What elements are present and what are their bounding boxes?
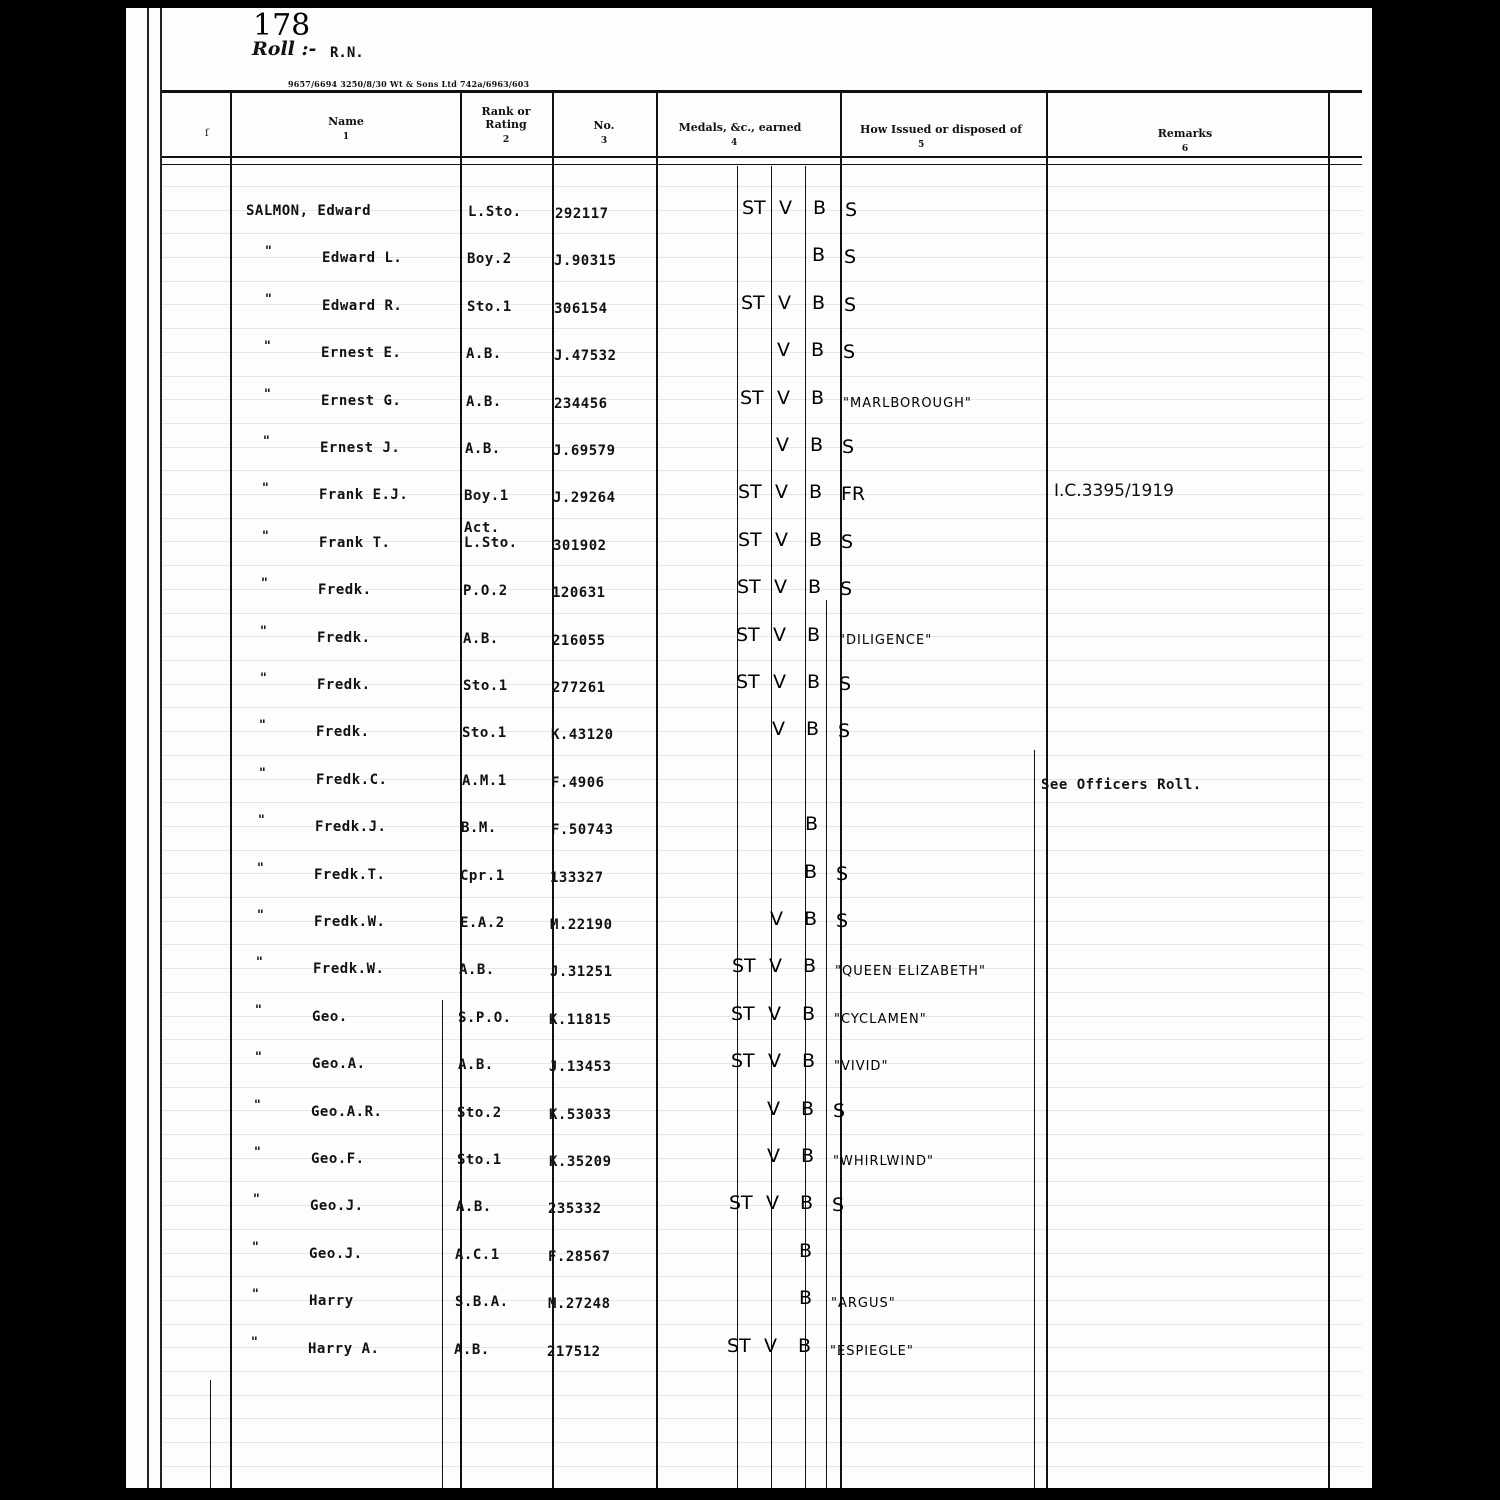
ruling-line: [162, 1181, 1362, 1182]
entry-service-number: K.35209: [549, 1154, 612, 1170]
medal-subdivider-1: [737, 166, 738, 1488]
entry-name: Geo.J.: [309, 1246, 363, 1262]
medal-british-war: B: [799, 1240, 813, 1262]
issued-disposition: "ARGUS": [831, 1296, 896, 1311]
medal-victory: V: [773, 671, 786, 693]
printer-imprint: 9657/6694 3250/8/30 Wt & Sons Ltd 742a/6963/603: [288, 79, 530, 89]
column-divider-medals: [656, 90, 658, 1488]
entry-name: Fredk.J.: [315, 819, 387, 835]
medal-star: ST: [737, 576, 761, 598]
issued-disposition: S: [836, 910, 849, 932]
issued-disposition: S: [833, 1100, 846, 1122]
medal-british-war: B: [811, 339, 825, 361]
issued-disposition: "CYCLAMEN": [834, 1012, 927, 1027]
entry-rank: B.M.: [461, 820, 497, 836]
medal-victory: V: [778, 292, 791, 314]
entry-service-number: K.43120: [551, 727, 614, 743]
column-divider-issued: [840, 90, 842, 1488]
entry-rank: E.A.2: [460, 915, 505, 931]
entry-name: Frank T.: [319, 535, 391, 551]
medal-british-war: B: [800, 1192, 814, 1214]
entry-rank: A.B.: [456, 1199, 492, 1215]
entry-service-number: 216055: [552, 633, 606, 649]
header-issued: How Issued or disposed of 5: [860, 123, 1022, 150]
ruling-line: [162, 613, 1362, 614]
medal-british-war: B: [806, 718, 820, 740]
medal-british-war: B: [803, 955, 817, 977]
issued-disposition: FR: [841, 483, 866, 505]
entry-rank: Act. L.Sto.: [464, 520, 518, 551]
entry-rank: A.B.: [459, 962, 495, 978]
table-top-rule: [162, 90, 1362, 93]
remarks-text: See Officers Roll.: [1041, 777, 1202, 793]
entry-rank: Sto.1: [463, 678, 508, 694]
entry-rank: Boy.2: [467, 251, 512, 267]
entry-name: Edward L.: [322, 250, 403, 266]
medal-victory: V: [767, 1098, 780, 1120]
entry-name: Fredk.W.: [314, 914, 386, 930]
medal-british-war: B: [807, 671, 821, 693]
issued-disposition: S: [839, 673, 852, 695]
medal-star: ST: [741, 292, 765, 314]
medal-british-war: B: [810, 434, 824, 456]
entry-rank: A.M.1: [462, 773, 507, 789]
column-divider-right: [1328, 90, 1330, 1488]
entry-rank: A.B.: [465, 441, 501, 457]
medal-british-war: B: [798, 1335, 812, 1357]
medal-victory: V: [775, 481, 788, 503]
column-divider-remarks-lower: [1034, 750, 1035, 1488]
issued-disposition: "VIVID": [834, 1059, 889, 1074]
issued-disposition: S: [836, 863, 849, 885]
binding-edge-line: [147, 8, 149, 1488]
medal-star: ST: [736, 624, 760, 646]
medal-victory: V: [777, 339, 790, 361]
ruling-line: [162, 328, 1362, 329]
entry-rank: A.B.: [463, 631, 499, 647]
ditto-mark: ": [258, 813, 265, 828]
header-remarks: Remarks 6: [1157, 127, 1213, 154]
ditto-mark: ": [259, 766, 266, 781]
entry-rank: A.B.: [466, 394, 502, 410]
entry-service-number: M.27248: [548, 1296, 611, 1312]
ditto-mark: ": [252, 1287, 259, 1302]
ditto-mark: ": [261, 576, 268, 591]
scan-border-bottom: [126, 1488, 1375, 1500]
medal-star: ST: [731, 1003, 755, 1025]
ruling-line: [162, 470, 1362, 471]
medal-star: ST: [729, 1192, 753, 1214]
header-name: Name 1: [328, 115, 364, 142]
margin-edge-line: [160, 8, 162, 1488]
ledger-page: [126, 8, 1372, 1488]
entry-rank: A.B.: [466, 346, 502, 362]
entry-service-number: 292117: [555, 206, 609, 222]
medal-british-war: B: [804, 908, 818, 930]
ruling-line: [162, 850, 1362, 851]
issued-disposition: S: [840, 578, 853, 600]
entry-name: Fredk.: [317, 677, 371, 693]
entry-service-number: J.13453: [549, 1059, 612, 1075]
ditto-mark: ": [253, 1192, 260, 1207]
entry-name: Geo.: [312, 1009, 348, 1025]
medal-victory: V: [772, 718, 785, 740]
entry-name: Geo.F.: [311, 1151, 365, 1167]
ditto-mark: ": [251, 1335, 258, 1350]
ditto-mark: ": [263, 434, 270, 449]
page-number: 178: [253, 8, 311, 43]
medal-victory: V: [779, 197, 792, 219]
ruling-line: [162, 1276, 1362, 1277]
issued-disposition: "MARLBOROUGH": [843, 396, 972, 411]
issued-disposition: S: [844, 246, 857, 268]
medal-star: ST: [740, 387, 764, 409]
medal-british-war: B: [809, 529, 823, 551]
ruling-line: [162, 707, 1362, 708]
medal-victory: V: [774, 576, 787, 598]
medal-victory: V: [767, 1145, 780, 1167]
medal-victory: V: [769, 955, 782, 977]
ruling-line: [162, 1466, 1362, 1467]
ditto-mark: ": [255, 1050, 262, 1065]
medal-victory: V: [773, 624, 786, 646]
medal-british-war: B: [799, 1287, 813, 1309]
header-rank: Rank or Rating 2: [481, 105, 531, 145]
medal-british-war: B: [808, 576, 822, 598]
ditto-mark: ": [265, 292, 272, 307]
entry-service-number: F.50743: [551, 822, 614, 838]
ditto-mark: ": [264, 387, 271, 402]
issued-disposition: S: [843, 341, 856, 363]
medal-british-war: B: [805, 813, 819, 835]
column-divider-issued-lower: [826, 600, 827, 1488]
entry-rank: Cpr.1: [460, 868, 505, 884]
medal-star: ST: [742, 197, 766, 219]
ruling-line: [162, 1134, 1362, 1135]
entry-name: Fredk.: [316, 724, 370, 740]
entry-service-number: 120631: [552, 585, 606, 601]
entry-name: Fredk.: [317, 630, 371, 646]
medal-victory: V: [770, 908, 783, 930]
issued-disposition: "DILIGENCE": [839, 633, 933, 648]
ditto-mark: ": [265, 244, 272, 259]
entry-name: Fredk.C.: [316, 772, 388, 788]
entry-service-number: 234456: [554, 396, 608, 412]
entry-service-number: 306154: [554, 301, 608, 317]
ditto-mark: ": [254, 1145, 261, 1160]
scan-border-left: [0, 0, 126, 1500]
issued-disposition: S: [832, 1194, 845, 1216]
ditto-mark: ": [262, 529, 269, 544]
entry-rank: Sto.2: [457, 1105, 502, 1121]
scan-border-right: [1372, 0, 1500, 1500]
medal-british-war: B: [812, 244, 826, 266]
entry-service-number: J.69579: [553, 443, 616, 459]
entry-service-number: J.90315: [554, 253, 617, 269]
entry-name: Fredk.T.: [314, 867, 386, 883]
medal-star: ST: [727, 1335, 751, 1357]
ruling-line: [162, 1371, 1362, 1372]
entry-rank: L.Sto.: [468, 204, 522, 220]
medal-british-war: B: [801, 1098, 815, 1120]
entry-service-number: 277261: [552, 680, 606, 696]
medal-subdivider-2: [771, 166, 772, 1488]
issued-disposition: "WHIRLWIND": [833, 1154, 934, 1169]
entry-name: Frank E.J.: [319, 487, 409, 503]
entry-service-number: K.53033: [549, 1107, 612, 1123]
entry-name: Fredk.: [318, 582, 372, 598]
ruling-line: [162, 1442, 1362, 1443]
entry-name: Geo.A.R.: [311, 1104, 383, 1120]
medal-british-war: B: [812, 292, 826, 314]
medal-victory: V: [768, 1050, 781, 1072]
ditto-mark: ": [260, 671, 267, 686]
ruling-line: [162, 1039, 1362, 1040]
medal-star: ST: [738, 481, 762, 503]
issued-disposition: S: [845, 199, 858, 221]
entry-service-number: J.47532: [554, 348, 617, 364]
ditto-mark: ": [260, 624, 267, 639]
remarks-text: I.C.3395/1919: [1054, 481, 1174, 501]
entry-service-number: J.29264: [553, 490, 616, 506]
column-divider-margin: [210, 1380, 211, 1488]
medal-victory: V: [777, 387, 790, 409]
medal-star: ST: [738, 529, 762, 551]
medal-star: ST: [731, 1050, 755, 1072]
medal-british-war: B: [811, 387, 825, 409]
issued-disposition: "ESPIEGLE": [830, 1344, 914, 1359]
ruling-line: [162, 992, 1362, 993]
medal-british-war: B: [804, 861, 818, 883]
entry-name: Ernest G.: [321, 393, 402, 409]
ditto-mark: ": [257, 861, 264, 876]
ruling-line: [162, 1324, 1362, 1325]
ditto-mark: ": [254, 1098, 261, 1113]
ruling-line: [162, 186, 1362, 187]
ruling-line: [162, 755, 1362, 756]
ruling-line: [162, 1418, 1362, 1419]
medal-victory: V: [775, 529, 788, 551]
entry-name: Fredk.W.: [313, 961, 385, 977]
medal-star: ST: [732, 955, 756, 977]
medal-british-war: B: [802, 1050, 816, 1072]
ruling-line: [162, 1395, 1362, 1396]
entry-service-number: 133327: [550, 870, 604, 886]
entry-rank: Sto.1: [457, 1152, 502, 1168]
ruling-line: [162, 518, 1362, 519]
ditto-mark: ": [257, 908, 264, 923]
entry-service-number: 217512: [547, 1344, 601, 1360]
entry-name: Harry: [309, 1293, 354, 1309]
ditto-mark: ": [264, 339, 271, 354]
entry-service-number: J.31251: [550, 964, 613, 980]
entry-service-number: 235332: [548, 1201, 602, 1217]
ruling-line: [162, 423, 1362, 424]
entry-name: Ernest E.: [321, 345, 402, 361]
medal-british-war: B: [802, 1003, 816, 1025]
entry-name: Geo.J.: [310, 1198, 364, 1214]
entry-name: Ernest J.: [320, 440, 401, 456]
ruling-line: [162, 281, 1362, 282]
medal-british-war: B: [809, 481, 823, 503]
ruling-line: [162, 376, 1362, 377]
entry-rank: Sto.1: [462, 725, 507, 741]
medal-british-war: B: [807, 624, 821, 646]
medal-victory: V: [776, 434, 789, 456]
scan-border-top: [126, 0, 1375, 8]
ruling-line: [162, 802, 1362, 803]
ditto-mark: ": [262, 481, 269, 496]
entry-service-number: F.4906: [551, 775, 605, 791]
ruling-line: [162, 565, 1362, 566]
entry-rank: Boy.1: [464, 488, 509, 504]
entry-rank: P.O.2: [463, 583, 508, 599]
medal-victory: V: [766, 1192, 779, 1214]
ruling-line: [162, 660, 1362, 661]
entry-name: Geo.A.: [312, 1056, 366, 1072]
entry-service-number: M.22190: [550, 917, 613, 933]
ruling-line: [162, 233, 1362, 234]
entry-name: SALMON, Edward: [246, 203, 372, 219]
ruling-line: [162, 1229, 1362, 1230]
medal-british-war: B: [801, 1145, 815, 1167]
ditto-mark: ": [256, 955, 263, 970]
ruling-line: [162, 944, 1362, 945]
ruling-line: [162, 897, 1362, 898]
issued-disposition: "QUEEN ELIZABETH": [835, 964, 986, 979]
medal-star: ST: [736, 671, 760, 693]
entry-service-number: F.28567: [548, 1249, 611, 1265]
ditto-mark: ": [259, 718, 266, 733]
ditto-mark: ": [255, 1003, 262, 1018]
ditto-mark: ": [252, 1240, 259, 1255]
entry-rank: A.B.: [458, 1057, 494, 1073]
entry-service-number: 301902: [553, 538, 607, 554]
column-divider-rank-lower: [442, 1000, 443, 1488]
medal-british-war: B: [813, 197, 827, 219]
entry-rank: A.B.: [454, 1342, 490, 1358]
medal-victory: V: [768, 1003, 781, 1025]
medal-victory: V: [764, 1335, 777, 1357]
roll-value: R.N.: [330, 45, 364, 61]
entry-name: Harry A.: [308, 1341, 380, 1357]
issued-disposition: S: [844, 294, 857, 316]
header-medals: Medals, &c., earned 4: [678, 121, 802, 148]
entry-service-number: K.11815: [549, 1012, 612, 1028]
margin-tick: ſ: [205, 128, 209, 139]
column-divider-rank: [460, 90, 462, 1488]
issued-disposition: S: [838, 720, 851, 742]
ruling-line: [162, 1087, 1362, 1088]
issued-disposition: S: [842, 436, 855, 458]
entry-rank: A.C.1: [455, 1247, 500, 1263]
issued-disposition: S: [841, 531, 854, 553]
header-bottom-rule-2: [162, 164, 1362, 165]
entry-name: Edward R.: [322, 298, 403, 314]
column-divider-name-left: [230, 90, 232, 1488]
entry-rank: S.B.A.: [455, 1294, 509, 1310]
entry-rank: Sto.1: [467, 299, 512, 315]
roll-label: Roll :-: [252, 38, 317, 60]
header-bottom-rule: [162, 156, 1362, 158]
header-number: No. 3: [593, 119, 615, 146]
entry-rank: S.P.O.: [458, 1010, 512, 1026]
